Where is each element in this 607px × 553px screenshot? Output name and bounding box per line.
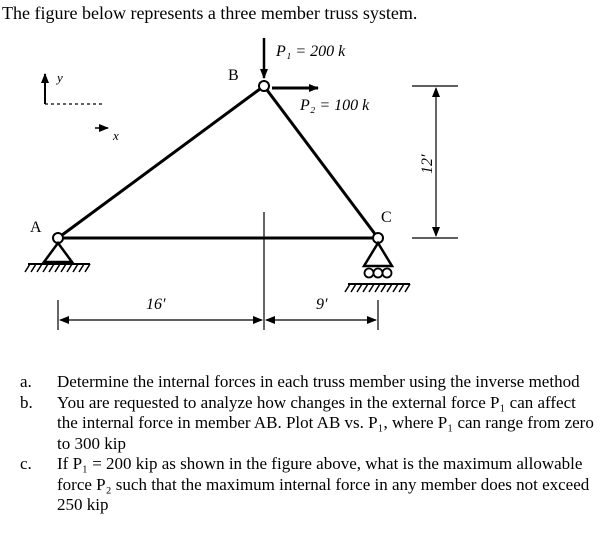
question-b [20,393,600,455]
load-p1-label: P₁ = 200 k [276,43,346,60]
x-axis-label: x [113,128,119,143]
load-p2 [272,88,370,114]
question-a-text: Determine the internal forces in each truss member using the inverse method [57,372,580,391]
dimension-label-12: 12′ [419,154,436,174]
question-c-text: If P₁ = 200 kip as shown in the figure above, what is the maximum allowable force P₂ such that the maximum internal force in any member does not exceed 250 kip [57,454,590,514]
question-list [20,372,600,516]
question-c [20,454,600,516]
joint-b [259,81,269,91]
coordinate-axes [45,70,119,143]
horizontal-dimensions [58,296,378,330]
question-a-marker: a. [20,372,32,391]
question-b-text: You are requested to analyze how changes in the external force P₁ can affect the internal force in member AB. Plot AB vs. P₁, where P₁ can range from zero to 300 kip [57,392,594,453]
dimension-label-16: 16′ [146,296,166,313]
load-p1 [264,38,346,78]
question-a [20,372,600,393]
question-c-marker: c. [20,454,32,473]
load-p2-label: P₂ = 100 k [300,97,370,114]
joint-label-a: A [30,219,42,236]
intro-text: The figure below represents a three member truss system. [2,3,418,23]
joint-label-c: C [381,209,392,226]
roller-support-c [345,243,410,292]
dimension-label-9: 9′ [316,296,328,313]
question-b-marker: b. [20,392,33,412]
joint-label-b: B [228,67,239,84]
y-axis-label: y [57,70,63,85]
pin-support-a [25,243,90,272]
member-ab [58,86,264,238]
